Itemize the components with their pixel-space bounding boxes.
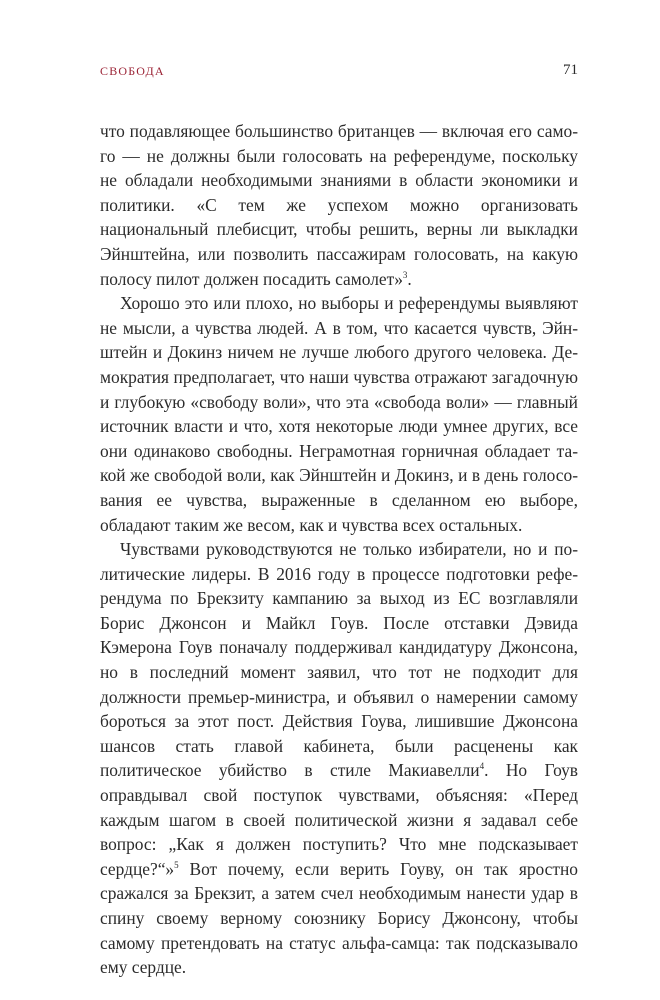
paragraph-1-text-b: . (407, 268, 412, 289)
paragraph-1 (100, 119, 578, 291)
paragraph-3 (100, 537, 578, 980)
footnote-ref-4[interactable]: 4 (479, 761, 485, 772)
section-title: СВОБОДА (100, 64, 165, 78)
paragraph-3-text-b: . Но Гоув оправдывал свой поступок чувствами, объясняя: «Перед каждым шагом в своей политической жизни я задавал себе вопрос: „Как я должен поступить? Что мне подсказывает сердце?“» (100, 760, 579, 879)
footnote-ref-3[interactable]: 3 (402, 269, 408, 280)
paragraph-1-text-a: что подавляющее большинство британцев — включая его самого — не должны были голосовать на референдуме, поскольку не обладали необходимыми знаниями в области экономики и политики. «С тем же успехом можно организовать национальный плебисцит, чтобы решить, верны ли выкладки Эйнштейна, или позволить пассажирам голосовать, на какую полосу пилот должен посадить самолет» (100, 121, 578, 289)
page-number: 71 (563, 62, 578, 78)
footnote-ref-5[interactable]: 5 (174, 860, 179, 871)
paragraph-2: Хорошо это или плохо, но выборы и референдумы выявляют не мысли, а чувства людей. А в том, что касается чувств, Эйнштейн и Докинз ничем не лучше любого другого человека. Демократия предполагает, что наши чувства отражают загадочную и глубокую «свободу воли», что эта «свобода воли» — главный источник власти и что, хотя некоторые люди умнее других, все они одинаково свободны. Неграмотная горничная обладает такой же свободой воли, как Эйнштейн и Докинз, и в день голосования ее чувства, выраженные в сделанном ею выборе, обладают таким же весом, как и чувства всех остальных. (100, 293, 578, 535)
running-head (100, 62, 578, 82)
body-text (100, 119, 578, 980)
paragraph-3-text-c: Вот почему, если верить Гоуву, он так яростно сражался за Брекзит, а затем счел необходимым нанести удар в спину своему верному союзнику Борису Джонсону, чтобы самому претендовать на статус альфа-самца: так подсказывало ему сердце. (100, 858, 578, 978)
paragraph-3-text-a: Чувствами руководствуются не только избиратели, но и политические лидеры. В 2016 году в процессе подготовки референдума по Брекзиту кампанию за выход из ЕС возглавляли Борис Джонсон и Майкл Гоув. После отставки Дэвида Кэмерона Гоув поначалу поддерживал кандидатуру Джонсона, но в последний момент заявил, что тот не подходит для должности премьер-министра, и объявил о намерении самому бороться за этот пост. Действия Гоува, лишившие Джонсона шансов стать главой кабинета, были расценены как политическое убийство в стиле Макиавелли (100, 539, 578, 781)
